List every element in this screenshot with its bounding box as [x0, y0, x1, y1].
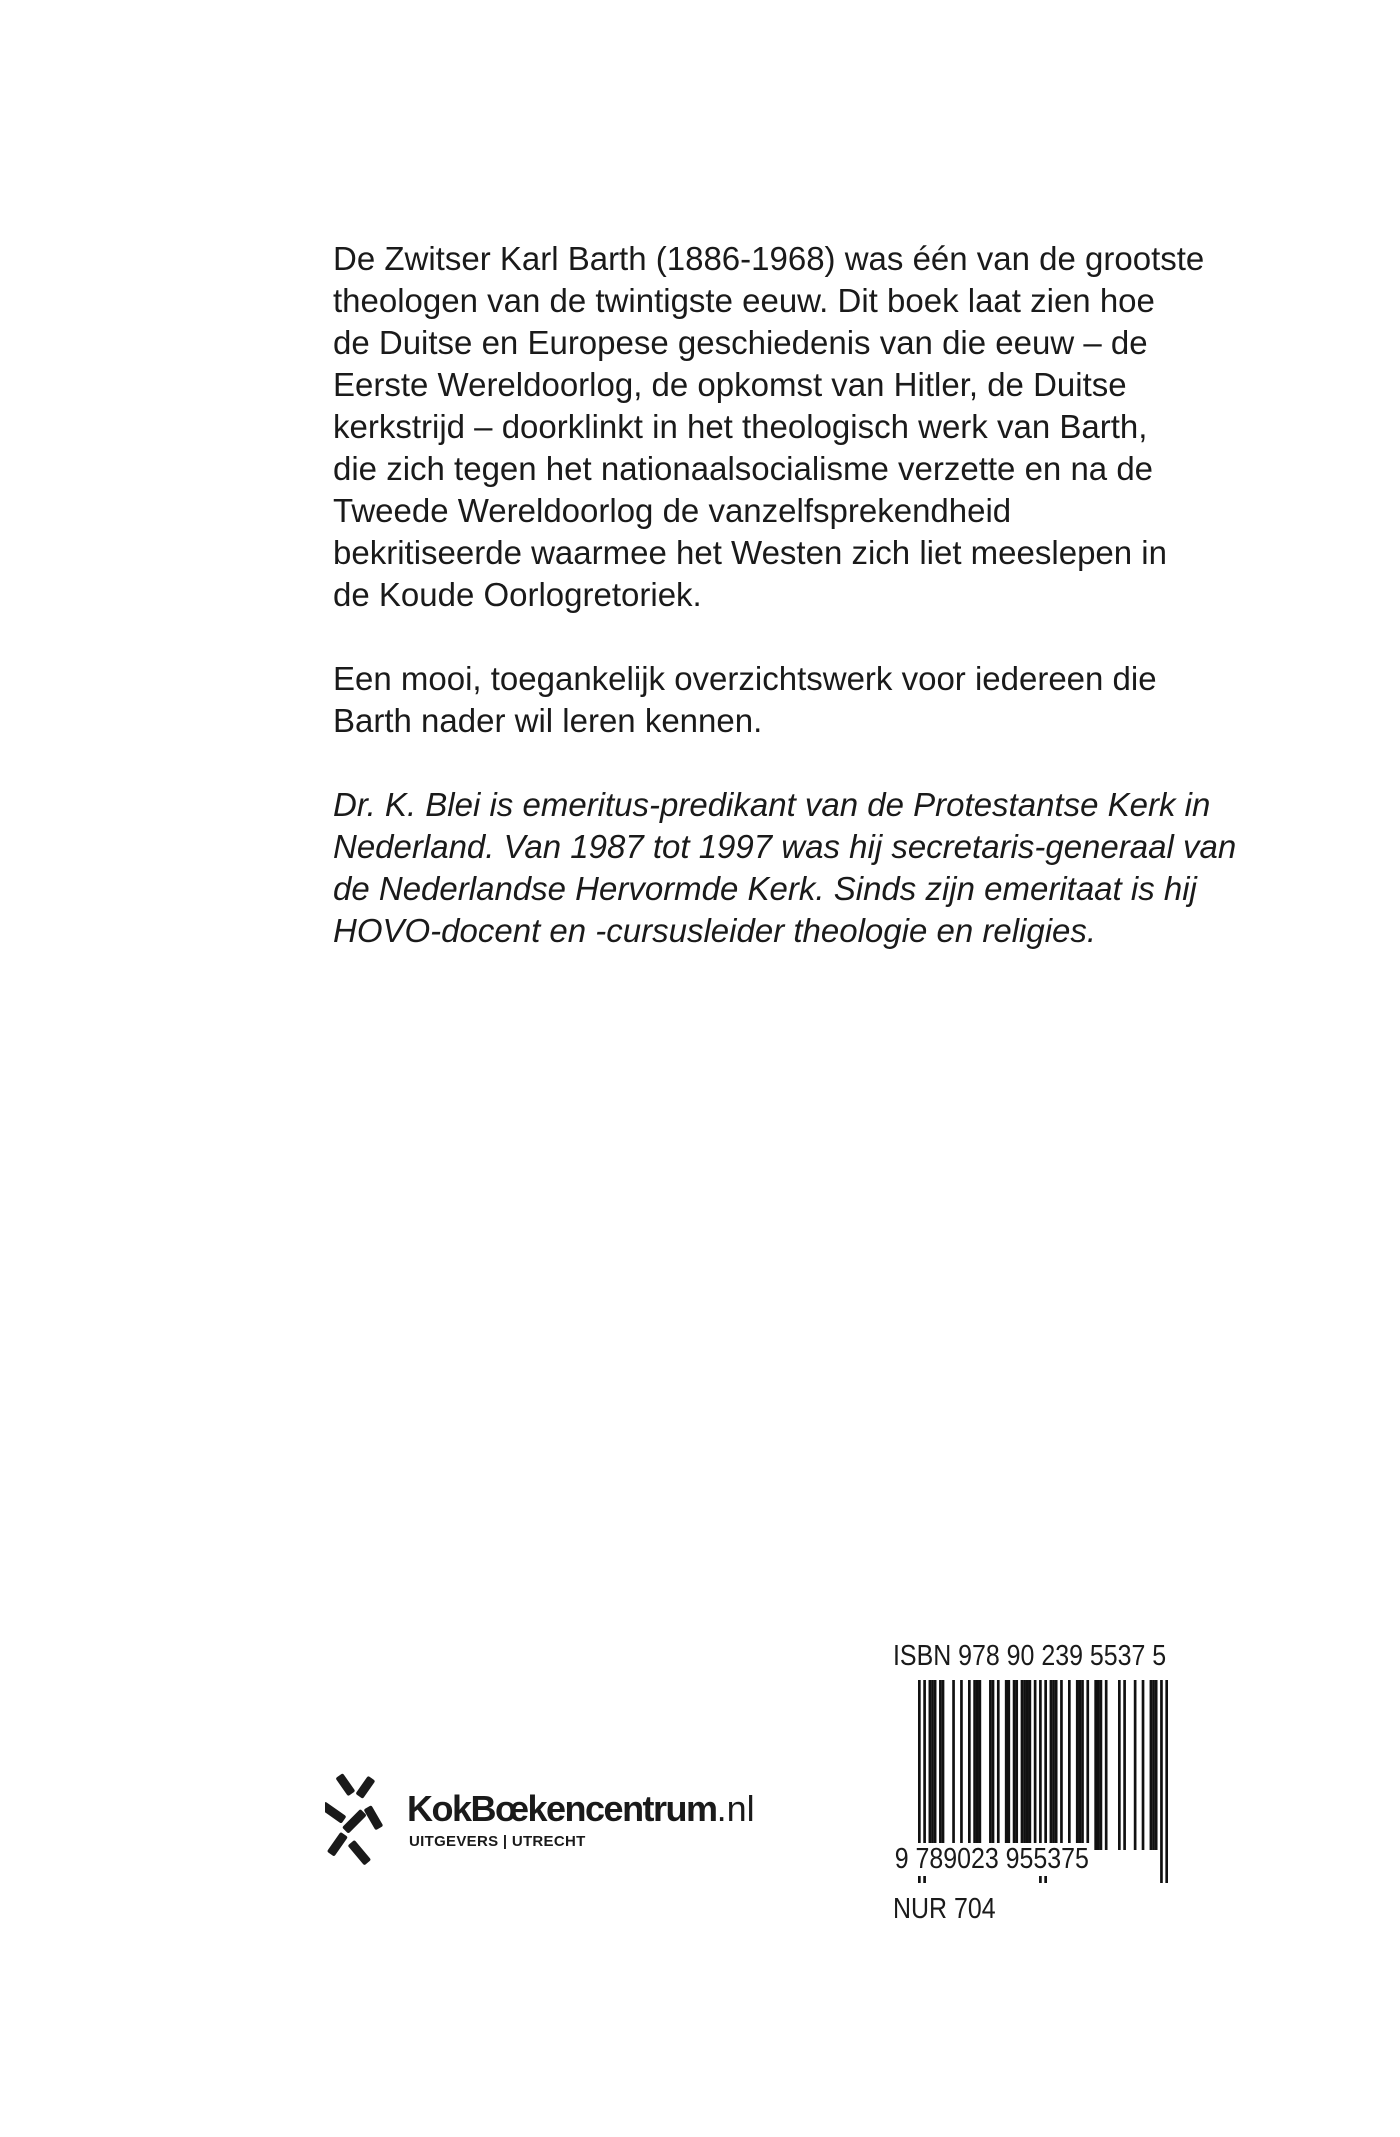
barcode-bar	[1005, 1680, 1008, 1850]
publisher-name	[407, 1788, 755, 1830]
barcode-bar	[992, 1680, 995, 1850]
barcode-bar	[997, 1680, 1000, 1850]
barcode-bar	[1055, 1680, 1058, 1850]
nur-code: NUR 704	[893, 1893, 996, 1925]
text-line: Barth nader wil leren kennen.	[333, 702, 763, 739]
author-bio	[333, 784, 1237, 952]
publisher-domain: .nl	[716, 1788, 755, 1829]
barcode-bar	[1023, 1680, 1026, 1850]
isbn-barcode-digits: 9 789023 955375	[894, 1843, 1089, 1875]
barcode-bar	[1081, 1680, 1084, 1850]
barcode-bar	[1094, 1680, 1097, 1850]
barcode-bar	[1015, 1680, 1018, 1850]
barcode-bar	[1118, 1680, 1121, 1850]
text-line: Een mooi, toegankelijk overzichtswerk voor iedereen die	[333, 660, 1157, 697]
recommendation-paragraph	[333, 658, 1183, 742]
description-paragraph	[333, 238, 1205, 616]
barcode-bar	[1123, 1680, 1126, 1850]
barcode-bar	[1152, 1680, 1155, 1850]
barcode-bar	[952, 1680, 955, 1850]
text-line: HOVO-docent en -cursusleider theologie en religies.	[333, 912, 1097, 949]
barcode-bar	[979, 1680, 982, 1850]
barcode-bar	[1165, 1680, 1168, 1883]
publisher-mark-icon	[325, 1768, 385, 1873]
text-line: die zich tegen het nationaalsocialisme verzette en na de	[333, 450, 1154, 487]
barcode-bar	[976, 1680, 979, 1850]
barcode-bar	[973, 1680, 976, 1850]
barcode-bar	[960, 1680, 963, 1850]
barcode-bar	[1134, 1680, 1137, 1850]
publisher-subtitle: UITGEVERS | UTRECHT	[409, 1833, 586, 1850]
barcode-bar	[968, 1680, 971, 1850]
barcode-bar	[929, 1680, 932, 1850]
barcode-bar	[1060, 1680, 1063, 1850]
publisher-name-text: KokBœkencentrum	[407, 1788, 717, 1829]
barcode-bar	[1160, 1680, 1163, 1883]
isbn-label: ISBN 978 90 239 5537 5	[893, 1640, 1167, 1672]
barcode-bar	[989, 1680, 992, 1850]
barcode-bar	[1076, 1680, 1079, 1850]
text-line: de Koude Oorlogretoriek.	[333, 576, 702, 613]
text-line: theologen van de twintigste eeuw. Dit boek laat zien hoe	[333, 282, 1155, 319]
barcode-bar	[1068, 1680, 1071, 1850]
barcode-bar	[1021, 1680, 1024, 1850]
barcode-bar	[1100, 1680, 1103, 1850]
barcode-bar	[942, 1680, 945, 1850]
barcode-bar	[1050, 1680, 1053, 1850]
publisher-logo	[325, 1768, 825, 1873]
barcode-bar	[1086, 1680, 1089, 1850]
barcode-bar	[1097, 1680, 1100, 1850]
text-line: de Duitse en Europese geschiedenis van die eeuw – de	[333, 324, 1148, 361]
text-line: Tweede Wereldoorlog de vanzelfsprekendheid	[333, 492, 1012, 529]
barcode-bar	[1079, 1680, 1082, 1850]
text-line: Eerste Wereldoorlog, de opkomst van Hitler, de Duitse	[333, 366, 1127, 403]
barcode-bar	[931, 1680, 934, 1850]
text-line: De Zwitser Karl Barth (1886-1968) was één van de grootste	[333, 240, 1205, 277]
barcode-bar	[1155, 1680, 1158, 1850]
barcode-bar	[1026, 1680, 1029, 1850]
barcode-bar	[934, 1680, 937, 1850]
text-line: kerkstrijd – doorklinkt in het theologisch werk van Barth,	[333, 408, 1148, 445]
barcode-bar	[1052, 1680, 1055, 1850]
barcode-bar	[939, 1680, 942, 1850]
text-line: Nederland. Van 1987 tot 1997 was hij secretaris-generaal van	[333, 828, 1237, 865]
barcode-bar	[1150, 1680, 1153, 1850]
barcode-bar	[1029, 1680, 1032, 1850]
text-line: bekritiseerde waarmee het Westen zich liet meeslepen in	[333, 534, 1167, 571]
barcode-bar	[1142, 1680, 1145, 1850]
text-line: de Nederlandse Hervormde Kerk. Sinds zijn emeritaat is hij	[333, 870, 1197, 907]
barcode-bar	[1007, 1680, 1010, 1850]
barcode-bar	[1105, 1680, 1108, 1850]
barcode-bar	[1013, 1680, 1016, 1850]
text-line: Dr. K. Blei is emeritus-predikant van de Protestantse Kerk in	[333, 786, 1211, 823]
barcode-bar	[1034, 1680, 1037, 1850]
back-cover-blurb	[333, 238, 1237, 952]
